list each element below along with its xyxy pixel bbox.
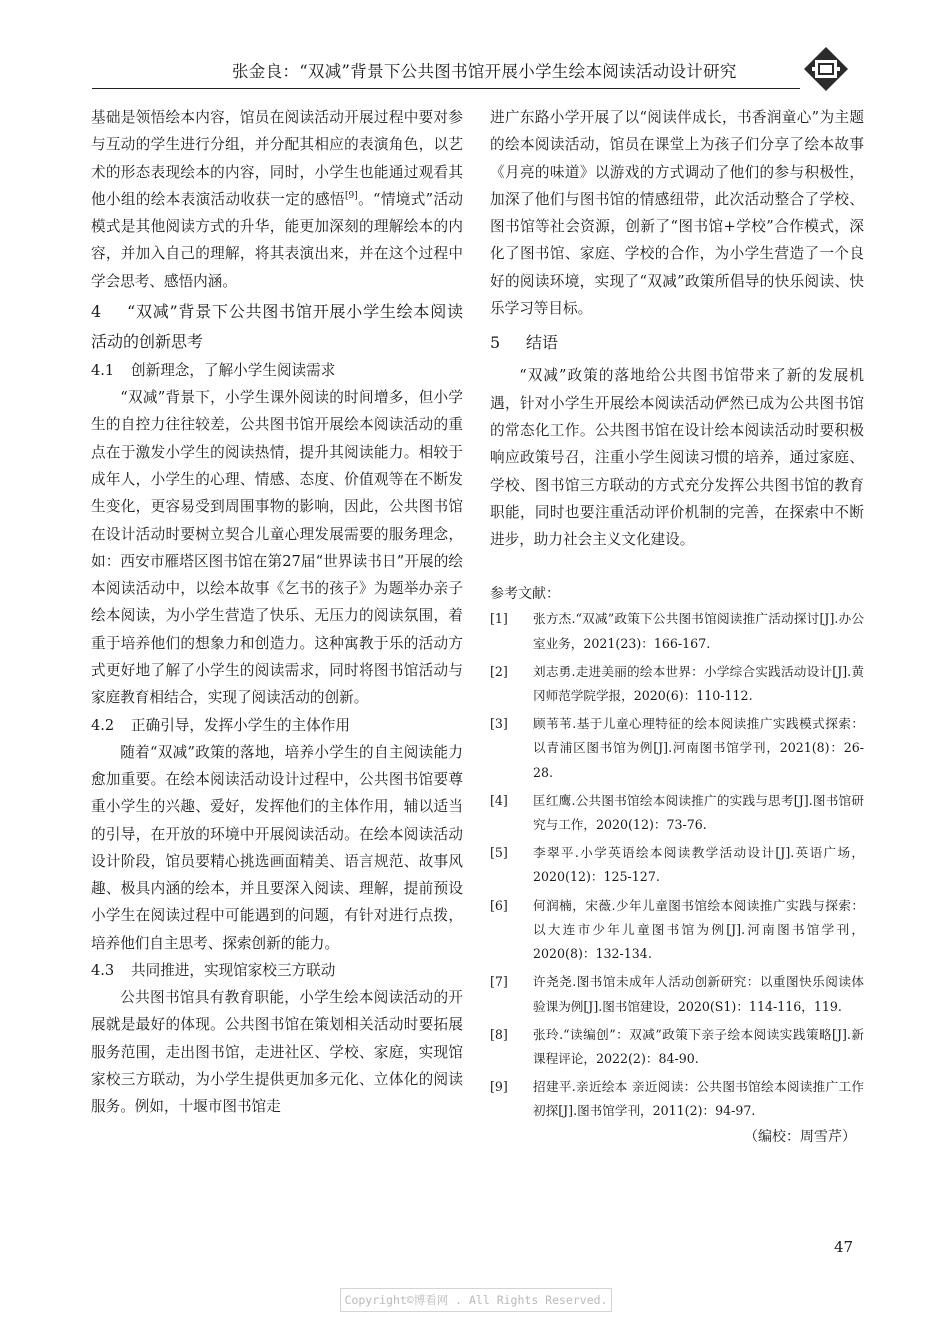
section-number: 5: [490, 333, 501, 353]
subsection-title: 创新理念，了解小学生阅读需求: [131, 362, 336, 380]
reference-item: [490, 970, 864, 1018]
page-number: 47: [834, 1238, 854, 1256]
reference-text: 何润楠，宋薇.少年儿童图书馆绘本阅读推广实践与探索：以大连市少年儿童图书馆为例[J].河南图书馆学刊，2020(8)：132-134.: [533, 897, 864, 962]
reference-text: 招建平.亲近绘本 亲近阅读：公共图书馆绘本阅读推广工作初探[J].图书馆学刊，2011(2)：94-97.: [533, 1079, 864, 1119]
right-column: [490, 104, 864, 1148]
left-column: [91, 104, 463, 1121]
citation[interactable]: [9]: [344, 191, 358, 202]
paragraph: 进广东路小学开展了以“阅读伴成长，书香润童心”为主题的绘本阅读活动，馆员在课堂上为孩子们分享了绘本故事《月亮的味道》以游戏的方式调动了他们的参与积极性，加深了他们与图书馆的情感纽带，此次活动整合了学校、图书馆等社会资源，创新了“图书馆+学校”合作模式，深化了图书馆、家庭、学校的合作，为小学生营造了一个良好的阅读环境，实现了“双减”政策所倡导的快乐阅读、快乐学习等目标。: [490, 109, 864, 318]
editor-note: （编校：周雪芹）: [744, 1128, 856, 1145]
reference-number: [3]: [490, 716, 508, 732]
subsection-number: 4.3: [91, 962, 115, 980]
reference-item: [490, 1023, 864, 1071]
section-title: 结语: [526, 333, 559, 353]
reference-number: [6]: [490, 897, 508, 913]
section-title: “双减”背景下公共图书馆开展小学生绘本阅读活动的创新思考: [91, 302, 463, 352]
reference-number: [9]: [490, 1079, 508, 1095]
reference-item: [490, 789, 864, 837]
subsection-title: 共同推进，实现馆家校三方联动: [131, 962, 336, 980]
reference-text: 匡红鹰.公共图书馆绘本阅读推广的实践与思考[J].图书馆研究与工作，2020(12)：73-76.: [533, 792, 864, 833]
reference-number: [1]: [490, 611, 508, 627]
reference-item: [490, 712, 864, 785]
section-heading-5: [490, 328, 864, 358]
subsection-heading-4-1: [91, 357, 463, 384]
reference-number: [5]: [490, 845, 508, 861]
subsection-number: 4.2: [91, 716, 115, 734]
paragraph-text: 基础是领悟绘本内容，馆员在阅读活动开展过程中要对参与互动的学生进行分组，并分配其相应的表演角色，以艺术的形态表现绘本的内容，同时，小学生也能通过观看其他小组的绘本表演活动收获一定的感悟: [91, 109, 463, 208]
journal-logo-icon: [803, 46, 849, 92]
header-rule: [92, 88, 800, 89]
subsection-title: 正确引导，发挥小学生的主体作用: [131, 716, 350, 734]
subsection-number: 4.1: [91, 362, 115, 380]
paragraph: [91, 104, 463, 295]
reference-text: 顾苇苇.基于儿童心理特征的绘本阅读推广实践模式探索：以青浦区图书馆为例[J].河南图书馆学刊，2021(8)：26-28.: [533, 716, 864, 780]
reference-text: 刘志勇.走进美丽的绘本世界：小学综合实践活动设计[J].黄冈师范学院学报，2020(6)：110-112.: [533, 663, 864, 704]
paragraph-text: 。“情境式”活动模式是其他阅读方式的升华，能更加深刻的理解绘本的内容，并加入自己的理解，将其表演出来，并在这个过程中学会思考、感悟内涵。: [91, 190, 463, 290]
reference-item: [490, 894, 864, 967]
copyright-notice: Copyright©博看网 . All Rights Reserved.: [340, 1288, 612, 1312]
reference-text: 张玲.“读编创”：双减”政策下亲子绘本阅读实践策略[J].新课程评论，2022(2)：84-90.: [533, 1026, 864, 1066]
paragraph: “双减”政策的落地给公共图书馆带来了新的发展机遇，针对小学生开展绘本阅读活动俨然已成为公共图书馆的常态化工作。公共图书馆在设计绘本阅读活动时要积极响应政策号召，注重小学生阅读习惯的培养，通过家庭、学校、图书馆三方联动的方式充分发挥公共图书馆的教育职能，同时也要注重活动评价机制的完善，在探索中不断进步，助力社会主义文化建设。: [490, 367, 864, 549]
reference-number: [2]: [490, 663, 508, 679]
reference-number: [4]: [490, 792, 508, 808]
paragraph: 随着“双减”政策的落地，培养小学生的自主阅读能力愈加重要。在绘本阅读活动设计过程中，公共图书馆要尊重小学生的兴趣、爱好，发挥他们的主体作用，辅以适当的引导，在开放的环境中开展阅读活动。在绘本阅读活动设计阶段，馆员要精心挑选画面精美、语言规范、故事风趣、极具内涵的绘本，并且要深入阅读、理解，提前预设小学生在阅读过程中可能遇到的问题，有针对进行点拨，培养他们自主思考、探索创新的能力。: [91, 743, 463, 952]
reference-text: 李翠平.小学英语绘本阅读教学活动设计[J].英语广场，2020(12)：125-127.: [533, 845, 864, 885]
section-number: 4: [91, 302, 102, 322]
reference-item: [490, 607, 864, 655]
reference-number: [7]: [490, 974, 508, 990]
reference-item: [490, 660, 864, 708]
reference-number: [8]: [490, 1026, 508, 1042]
paragraph: “双减”背景下，小学生课外阅读的时间增多，但小学生的自控力往往较差，公共图书馆开展绘本阅读活动的重点在于激发小学生的阅读热情，提升其阅读能力。相较于成年人，小学生的心理、情感、态度、价值观等在不断发生变化，更容易受到周围事物的影响，因此，公共图书馆在设计活动时要树立契合儿童心理发展需要的服务理念，如：西安市雁塔区图书馆在第27届“世界读书日”开展的绘本阅读活动中，以绘本故事《乞书的孩子》为题举办亲子绘本阅读，为小学生营造了快乐、无压力的阅读氛围，着重于培养他们的想象力和创造力。这种寓教于乐的活动方式更好地了解了小学生的阅读需求，同时将图书馆活动与家庭教育相结合，实现了阅读活动的创新。: [91, 389, 463, 707]
running-header-title: 张金良：“双减”背景下公共图书馆开展小学生绘本阅读活动设计研究: [232, 62, 737, 81]
reference-item: [490, 1075, 864, 1123]
reference-item: [490, 841, 864, 889]
paragraph: 公共图书馆具有教育职能，小学生绘本阅读活动的开展就是最好的体现。公共图书馆在策划相关活动时要拓展服务范围，走出图书馆，走进社区、学校、家庭，实现馆家校三方联动，为小学生提供更加多元化、立体化的阅读服务。例如，十堰市图书馆走: [91, 989, 463, 1116]
subsection-heading-4-2: [91, 712, 463, 739]
references-title: 参考文献：: [490, 586, 560, 603]
section-heading-4: [91, 297, 463, 357]
reference-text: 许尧尧.图书馆未成年人活动创新研究：以重图快乐阅读体验课为例[J].图书馆建设，2020(S1)：114-116，119.: [533, 974, 864, 1014]
subsection-heading-4-3: [91, 957, 463, 984]
reference-text: 张方杰.“双减”政策下公共图书馆阅读推广活动探讨[J].办公室业务，2021(23)：166-167.: [533, 611, 864, 651]
references-list: [490, 607, 864, 1123]
